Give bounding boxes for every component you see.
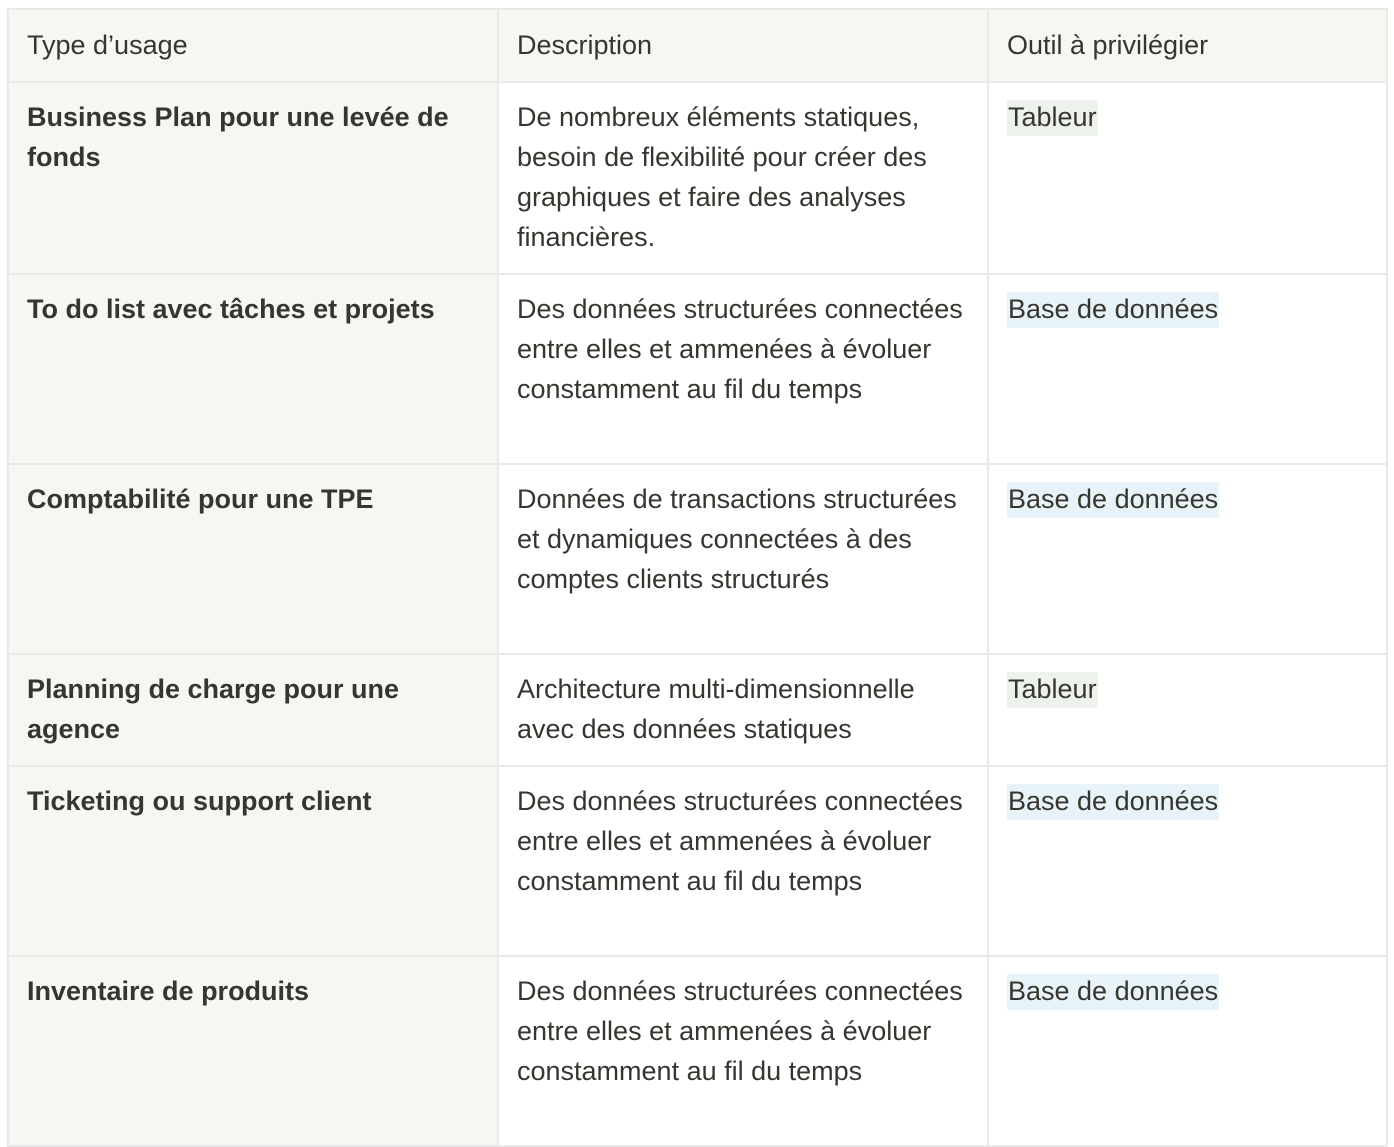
type-cell[interactable]: Ticketing ou support client [8,766,498,956]
tool-cell[interactable] [988,274,1387,464]
type-cell[interactable]: Business Plan pour une levée de fonds [8,82,498,274]
description-cell[interactable]: Données de transactions structurées et dynamiques connectées à des comptes clients structurés [498,464,988,654]
tool-tag: Tableur [1007,100,1098,136]
type-cell[interactable]: Planning de charge pour une agence [8,654,498,766]
description-cell[interactable]: Architecture multi-dimensionnelle avec des données statiques [498,654,988,766]
header-description[interactable]: Description [498,9,988,82]
tool-cell[interactable] [988,82,1387,274]
tool-tag: Base de données [1007,784,1219,820]
usage-comparison-table [7,8,1388,1147]
tool-tag: Base de données [1007,482,1219,518]
header-outil[interactable]: Outil à privilégier [988,9,1387,82]
type-cell[interactable]: To do list avec tâches et projets [8,274,498,464]
tool-tag: Base de données [1007,974,1219,1010]
table-row [8,464,1387,654]
type-cell[interactable]: Inventaire de produits [8,956,498,1146]
tool-cell[interactable] [988,464,1387,654]
tool-cell[interactable] [988,956,1387,1146]
table-row [8,956,1387,1146]
type-cell[interactable]: Comptabilité pour une TPE [8,464,498,654]
description-cell[interactable]: De nombreux éléments statiques, besoin de flexibilité pour créer des graphiques et faire des analyses financières. [498,82,988,274]
table-row [8,766,1387,956]
table-row [8,274,1387,464]
comparison-table-container [7,8,1388,1147]
tool-cell[interactable] [988,766,1387,956]
description-cell[interactable]: Des données structurées connectées entre elles et ammenées à évoluer constamment au fil du temps [498,274,988,464]
table-row [8,82,1387,274]
tool-tag: Tableur [1007,672,1098,708]
description-cell[interactable]: Des données structurées connectées entre elles et ammenées à évoluer constamment au fil du temps [498,956,988,1146]
tool-tag: Base de données [1007,292,1219,328]
tool-cell[interactable] [988,654,1387,766]
table-row [8,654,1387,766]
header-type-usage[interactable]: Type d’usage [8,9,498,82]
table-header-row [8,9,1387,82]
description-cell[interactable]: Des données structurées connectées entre elles et ammenées à évoluer constamment au fil du temps [498,766,988,956]
